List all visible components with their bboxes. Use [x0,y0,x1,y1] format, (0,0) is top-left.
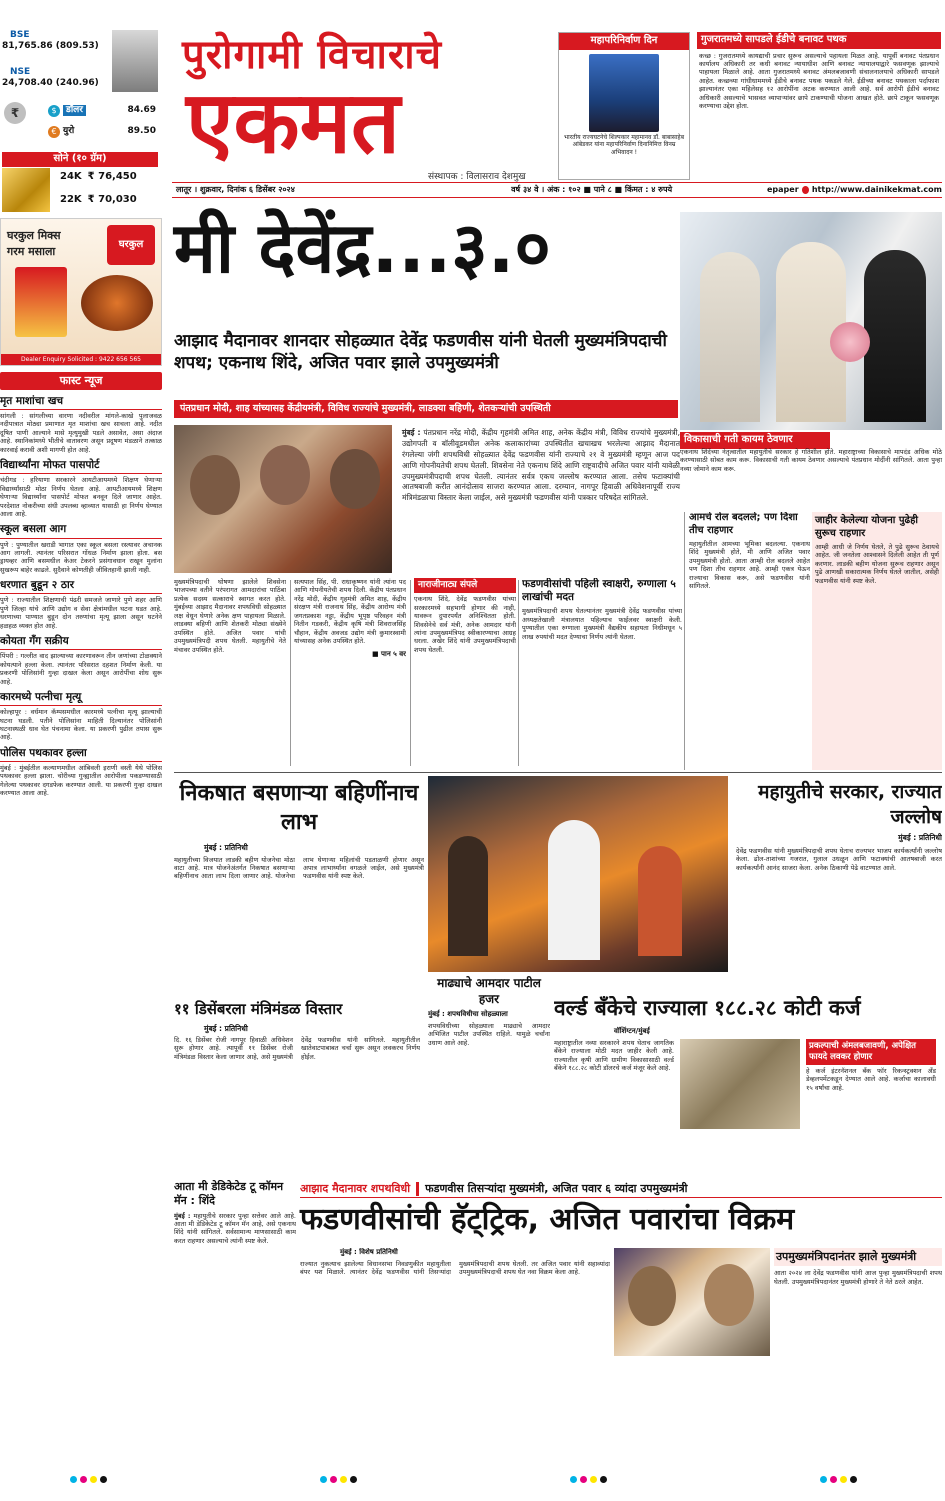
gold-22-label: 22K [60,194,82,205]
mahayuti-dateline: मुंबई : प्रतिनिधी [898,833,942,843]
globe-icon [802,186,809,194]
fast-news-item [0,579,162,630]
ad-pack-image [15,267,67,337]
gold-icon [2,168,50,212]
aamdar-story [428,976,550,1172]
col-1-text: मुख्यमंत्रिपदाची घोषणा झालेले शिवसेना भाजपच्या वतीने परंपरागत आमदारांचा पाठिंबा प्रत्येक सदस्य सत्काराचे स्वागत करत होते. मुंबईच्या आझाद मैदानावर शपथविधी सोहळ्यात लक्ष वेधून घेणारे अनेक क्षण पाहायला मिळाले. लाडक्या बहिणी आणि शेतकरी मोठ्या संख्येने उपस्थित होते. अजित पवार यांची उपमुख्यमंत्रिपदी शपथ घेतली. महायुतीचे नेते मंचावर उपस्थित होते. [174,578,286,654]
col-2-ref: ■ पान ५ वर [372,649,406,658]
vistar-story [174,1000,420,1170]
tocommon-dateline: मुंबई : [174,1211,191,1220]
fast-news-item-body: पुणे : पुण्यातील खराडी भागात एका स्कूल बसला रस्त्यावर अचानक आग लागली. त्यानंतर परिसरात गोंधळ निर्माण झाला होता. बस ड्रायव्हर आणि बसमधील केअर टेकरने प्रसंगावधान राखून मुलांना सुखरूप बाहेर काढले. सुदैवाने कोणतीही जीवितहानी झाली नाही. [0,540,162,574]
fast-news-item-head: कोयता गँग सक्रीय [0,635,162,650]
hattrick-headline: फडणवीसांची हॅट्ट्रिक, अजित पवारांचा विक्रम [300,1202,795,1237]
fast-news-item-head: कारमध्ये पत्नीचा मृत्यू [0,691,162,706]
bse-value: 81,765.86 (809.53) [2,41,99,52]
rupee-icon: ₹ [4,102,26,124]
hattrick-side [774,1248,942,1460]
oath-strip [300,1180,942,1198]
issue-info: वर्ष ३४ वे । अंक : १०२ ■ पाने ८ ■ किंमत : ४ रुपये [511,185,673,194]
aamdar-dateline: मुंबई : शपथविधीचा सोहळ्याला [428,1010,508,1019]
gujarat-body: कच्छ : गुजरातमध्ये कायद्याची प्रचार सुरूच असल्याचे पहायला मिळत आहे. यापूर्वी बनावट पंतप्रधान कार्यालय अधिकारी तर कधी बनावट न्यायाधीश आणि बनावट न्यायालयाद्वारे फसवणूक झाल्याचे पाहायला मिळाले आहे. आता गुजरातमध्ये बनावट अंमलबजावणी संचालनालयाचे अधिकारी सापडले आहेत. कच्छच्या गांधीधाममध्ये ईडीचे बनावट पथक पकडले गेले. ईडीच्या बनावट पथकाला पर्दाफाश झाल्यानंतर एका महिलेसह १२ आरोपींना अटक करण्यात आली आहे. सर्व आरोपी ईडीचे बनावट अधिकारी असल्याचे भासवत व्यापाऱ्यांवर छापे टाकण्याची योजना आखत होते. छापे टाकून फसवणूक करण्याचा उद्देश होता. [699,51,939,111]
leader-face-1 [190,455,240,515]
role-box [684,512,810,770]
masthead-tagline: पुरोगामी विचाराचे [182,32,443,78]
tocommon-headline: आता मी डेडिकेटेड टू कॉमन मॅन : शिंदे [174,1180,284,1208]
ad-brand-logo: घरकुल [107,225,155,265]
worldbank-body: महाराष्ट्रातील नव्या सरकारने शपथ घेताच जागतिक बँकेने राज्याला मोठी मदत जाहीर केली आहे. राज्यातील कृषी आणि ग्रामीण विकासासाठी वर्ल्ड बँकेने १८८.२८ कोटी डॉलरचे कर्ज मंजूर केले आहे. [554,1038,674,1073]
print-marks [0,1476,945,1490]
bull-icon [112,30,158,92]
masala-ad [0,218,162,366]
fast-news-title: फास्ट न्यूज [0,372,162,390]
fast-news [0,372,162,1462]
fast-news-item-body: सांगली : सांगलीच्या वारणा नदीवरील मांगले-काखे पुलाजवळ नदीपात्रात मोठ्या प्रमाणात मृत माशांचा खच साचला आहे. नदीत दूषित पाणी आल्याने मासे मृत्युमुखी पडले असावेत, असा अंदाज आहे. स्थानिकांमध्ये भीतीचे वातावरण असून प्रदूषण मंडळाने तत्काळ कारवाई करावी अशी मागणी होत आहे. [0,411,162,454]
lead-headline: मी देवेंद्र...३.० [174,207,551,289]
yojana-head: जाहीर केलेल्या योजना पुढेही सुरूच राहणार [815,515,919,539]
aamdar-headline: माढ्याचे आमदार पाटील हजर [437,976,541,1006]
currency-photo [680,1039,800,1129]
worldbank-side [806,1039,936,1129]
fadnavis-face [628,1266,676,1326]
crowd-figure-1 [448,836,488,956]
ad-dealer: Dealer Enquiry Solicited : 9422 656 565 [1,354,161,366]
strip-right: फडणवीस तिसऱ्यांदा मुख्यमंत्री, अजित पवार ६ व्यांदा उपमुख्यमंत्री [425,1181,688,1195]
fast-news-item-head: मृत माशांचा खच [0,395,162,410]
fast-news-item [0,523,162,574]
lead-body [402,428,680,504]
fast-news-item [0,691,162,742]
hattrick-dateline: मुंबई : विशेष प्रतिनिधी [340,1248,398,1256]
fast-news-item-head: स्कूल बसला आग [0,523,162,538]
worldbank-side-head: प्रकल्पाची अंमलबजावणी, अपेक्षित फायदे लवकर होणार [806,1039,936,1065]
masthead [172,30,552,200]
dollar-value: 84.69 [127,104,156,115]
dollar-icon: $ [48,105,60,117]
fadnavis-pawar-photo [614,1248,770,1356]
leader-face-3 [330,449,380,509]
vistar-body: दि. १६ डिसेंबर रोजी नागपूर हिवाळी अधिवेशन सुरू होणार आहे. त्यापूर्वी ११ डिसेंबर रोजी मंत्रिमंडळ विस्तार केला जाणार आहे, असे मुख्यमंत्री देवेंद्र फडणवीस यांनी सांगितले. महायुतीतील खातेवाटपाबाबत चर्चा सुरू असून लवकरच निर्णय होईल. [174,1035,420,1061]
crowd-figure-3 [638,846,682,956]
pawar-face [704,1264,754,1326]
ad-line2: गरम मसाला [7,245,56,258]
gujarat-box [697,32,941,182]
lead-subhead: आझाद मैदानावर शानदार सोहळ्यात देवेंद्र फडणवीस यांनी घेतली मुख्यमंत्रिपदाची शपथ; एकनाथ शिंदे, अजित पवार झाले उपमुख्यमंत्री [174,331,667,374]
fast-news-item [0,747,162,798]
yojana-box [812,512,942,770]
bouquet [830,322,870,362]
euro-value: 89.50 [127,125,156,136]
col-1 [174,578,286,768]
hattrick-side-head: उपमुख्यमंत्रिपदानंतर झाले मुख्यमंत्री [774,1248,942,1266]
strip-divider [416,1182,419,1196]
fast-news-item [0,395,162,454]
fast-news-list [0,395,162,798]
ambedkar-caption: भारतीय राज्यघटनेचे शिल्पकार महामानव डॉ. बाबासाहेब आंबेडकर यांना महापरिनिर्वाण दिनानिमित्त विनम्र अभिवादन ! [563,133,685,156]
fast-news-item-body: कोल्हापूर : वर्धमान कॅम्पसमधील कारमध्ये पत्नीचा मृत्यू झाल्याची घटना घडली. पतीने पोलिसांना माहिती दिल्यानंतर पोलिसांनी घटनास्थळी धाव घेत पंचनामा केला. या प्रकरणी पुढील तपास सुरू आहे. [0,708,162,742]
gold-24-label: 24K [60,171,82,182]
nikashat-dateline: मुंबई : प्रतिनिधी [204,843,248,853]
hattrick-story [300,1248,610,1460]
mahayuti-story [736,780,942,970]
role-head: आमचे रोल बदलले; पण दिशा तीच राहणार [689,512,798,536]
hattrick-side-text: आता २०२४ ला देवेंद्र फडणवीस यांनी आज पुन्हा मुख्यमंत्रिपदाची शपथ घेतली. उपमुख्यमंत्रिपदानंतर मुख्यमंत्री होणारे ते नेते ठरले आहेत. [774,1269,942,1286]
fast-news-item-body: पुणे : राज्यातील शिक्षणाची पंढरी समजले जाणारे पुणे शहर आणि पुणे जिल्हा यांचे आणि उद्योग व सेवा क्षेत्रांमधील घटना घडत आहे. धरणाच्या पाण्यात बुडून दोन तरुणांचा मृत्यू झाला असून घटनेने हळहळ व्यक्त होत आहे. [0,596,162,630]
lead-dateline: मुंबई : [402,428,421,437]
worldbank-headline: वर्ल्ड बँकेचे राज्याला १८८.२८ कोटी कर्ज [554,996,861,1020]
modi-photo [680,212,942,430]
masthead-title: एकमत [186,73,401,173]
gujarat-headline: गुजरातमध्ये सापडले ईडीचे बनावट पथक [697,32,941,49]
dollar-label: डॉलर [63,105,86,116]
date-bar [172,182,942,198]
vistar-headline: ११ डिसेंबरला मंत्रिमंडळ विस्तार [174,1000,343,1018]
mahayuti-body: देवेंद्र फडणवीस यांनी मुख्यमंत्रिपदाची शपथ घेताच राज्यभर भाजप कार्यकर्त्यांनी जल्लोष केला. ढोल-ताशांच्या गजरात, गुलाल उधळून आणि फटाक्यांची आतषबाजी करत कार्यकर्त्यांनी आनंद साजरा केला. अनेक ठिकाणी पेढे वाटण्यात आले. [736,846,942,872]
hattrick-body: राज्यात नुकत्याच झालेल्या विधानसभा निवडणुकीत महायुतीला बंपर यश मिळाले. त्यानंतर देवेंद्र फडणवीस यांनी तिसऱ्यांदा मुख्यमंत्रिपदाची शपथ घेतली. तर अजित पवार यांनी सहाव्यांदा उपमुख्यमंत्रिपदाची शपथ घेत नवा विक्रम केला आहे. [300,1259,610,1277]
aamdar-body: शपथविधीच्या सोहळ्याला माढ्याचे आमदार अभिजित पाटील उपस्थित राहिले. यामुळे चर्चांना उधाण आले आहे. [428,1021,550,1047]
fast-news-item-body: चंदीगड : हरियाणा सरकारने आयटीआयमध्ये शिक्षण घेणाऱ्या विद्यार्थ्यांसाठी मोठा निर्णय घेतला आहे. आयटीआयमध्ये शिक्षण घेणाऱ्या विद्यार्थ्यांना पासपोर्ट मोफत बनवून दिले जाणार आहेत. परदेशात नोकरीच्या संधी उपलब्ध व्हाव्यात यासाठी हा निर्णय घेण्यात आला आहे. [0,476,162,518]
col-2 [294,578,406,768]
euro-label: युरो [63,125,75,136]
role-text: महायुतीतील आमच्या भूमिका बदलल्या. एकनाथ शिंदे मुख्यमंत्री होते, मी आणि अजित पवार उपमुख्यमंत्री होतो. आता आम्ही रोल बदलले आहेत पण दिशा तीच राहणार आहे. आम्ही एकत्र येऊन राज्याचा विकास करू, असे फडणवीस यांनी सांगितले. [689,540,810,591]
celebration-photo [428,776,728,972]
worldbank-story [554,996,942,1174]
gold-22-row [60,194,158,207]
dateline: लातूर । शुक्रवार, दिनांक ६ डिसेंबर २०२४ [176,185,295,194]
narajee-head: नाराजीनाट्य संपले [414,578,516,593]
ambedkar-portrait [589,54,659,132]
masthead-founder: संस्थापक : विलासराव देशमुख [428,172,526,182]
epaper-url[interactable]: http://www.dainikekmat.com [811,185,942,194]
col-2-text: सत्यपाल सिंह, पी. राधाकृष्णन यांनी त्यांना पद आणि गोपनीयतेची शपथ दिली. केंद्रीय पंतप्रधान नरेंद्र मोदी, केंद्रीय गृहमंत्री अमित शाह, केंद्रीय संरक्षण मंत्री राजनाथ सिंह, केंद्रीय आरोग्य मंत्री जगतप्रकाश नड्डा, केंद्रीय भूपृष्ठ परिवहन मंत्री नितीन गडकरी, केंद्रीय कृषि मंत्री शिवराजसिंह चौहान, केंद्रीय अवजड उद्योग मंत्री कुमारस्वामी यांच्यासह अनेक उपस्थित होते. [294,578,406,646]
fast-news-item-head: पोलिस पथकावर हल्ला [0,747,162,762]
fast-news-item-body: मुंबई : मुंबईतील कल्याणमधील आंबिवली इराणी वस्ती येथे पोलिस पथकावर हल्ला झाला. चोरीच्या गुन्ह्यातील आरोपीला पकडण्यासाठी गेलेल्या पथकावर दगडफेक करण्यात आली. या प्रकरणी गुन्हा दाखल करण्यात आला आहे. [0,764,162,798]
ambedkar-title: महापरिनिर्वाण दिन [559,33,689,50]
fast-news-item-head: विद्यार्थ्यांना मोफत पासपोर्ट [0,459,162,474]
fast-news-item-body: पिंपरी : गल्लीत वाद झाल्याच्या कारणावरून तीन जणांच्या टोळक्याने कोयत्याने हल्ला केला. त्यानंतर परिसरात दहशत निर्माण केली. या प्रकरणी पोलिसांनी गुन्हा दाखल केला असून आरोपींचा शोध सुरू आहे. [0,652,162,686]
tocommon-body [174,1212,296,1246]
narajee-box [414,578,516,768]
gold-24-row [60,171,158,184]
worldbank-side-text: हे कर्ज इंटरनॅशनल बँक फॉर रिकन्स्ट्रक्शन अँड डेव्हलपमेंटकडून देण्यात आले आहे. कर्जाचा कालावधी १५ वर्षांचा आहे. [806,1067,936,1092]
leader-face-2 [260,445,310,505]
gold-title: सोने (१० ग्रॅम) [2,152,158,167]
strip-left: आझाद मैदानावर शपथविधी [300,1181,411,1195]
mahayuti-headline: महायुतीचे सरकार, राज्यात जल्लोष [758,781,942,828]
rugna-head: फडणवीसांची पहिली स्वाक्षरी, रुग्णाला ५ लाखांची मदत [522,578,676,604]
gold-24-value: ₹ 76,450 [87,171,137,182]
rugna-box [522,578,682,768]
leaders-photo [174,425,392,573]
worldbank-dateline: वॉशिंग्टन/मुंबई [614,1027,650,1036]
euro-row [48,125,156,138]
tocommon-story [174,1180,296,1460]
ad-line1: घरकुल मिक्स [7,229,61,242]
nikashat-headline: निकषात बसणाऱ्या बहिणींनाच लाभ [179,781,419,835]
modi-caption: विकासाची गती कायम ठेवणार [680,432,830,449]
markets-box [0,30,160,212]
bse-label: BSE [10,30,30,40]
euro-icon: € [48,126,60,138]
nikashat-body: महायुतीच्या विजयात लाडकी बहीण योजनेचा मोठा वाटा आहे. मात्र योजनेअंतर्गत निकषात बसणाऱ्या बहिणींनाच आता लाभ दिला जाणार आहे. योजनेचा लाभ घेणाऱ्या महिलांची पडताळणी होणार असून अपात्र लाभार्थ्यांना वगळले जाईल, असे मुख्यमंत्री फडणवीस यांनी स्पष्ट केले. [174,855,424,881]
modi-caption-body: एकनाथ शिंदेंच्या नेतृत्वातील महायुतीचे सरकार हे गतिशील होते. महाराष्ट्राच्या विकासाचे मापदंड अधिक मोठे करण्यासाठी सोबत काम करू. विकासाची गती कायम ठेवणार असल्याचे पंतप्रधान मोदींनी सांगितले. आता पुन्हा नव्या जोमाने काम करू. [680,448,942,473]
vistar-dateline: मुंबई : प्रतिनिधी [204,1023,248,1033]
fast-news-item [0,635,162,686]
person-1 [700,252,760,422]
narajee-text: एकनाथ शिंदे, देवेंद्र फडणवीस यांच्या सरकारमध्ये सहभागी होणार की नाही, यावरून दुपारपर्यंत अनिश्चितता होती. शिवसेनेचे सर्व मंत्री, अनेक आमदार यांनी त्यांना उपमुख्यमंत्रिपद स्वीकारण्याचा आग्रह धरला. अखेर शिंदे यांनी उपमुख्यमंत्रिपदाची शपथ घेतली. [414,595,516,654]
nse-value: 24,708.40 (240.96) [2,78,99,89]
tocommon-text: महायुतीचे सरकार पुन्हा सत्तेवर आले आहे. आता मी डेडिकेटेड टू कॉमन मॅन आहे, असे एकनाथ शिंदे यांनी सांगितले. सर्वसामान्य माणसासाठी काम करत राहणार असल्याचे त्यांनी स्पष्ट केले. [174,1211,296,1245]
nse-label: NSE [10,67,31,77]
lead-strap: पंतप्रधान मोदी, शाह यांच्यासह केंद्रीयमंत्री, विविध राज्यांचे मुख्यमंत्री, लाडक्या बहिणी, शेतकऱ्यांची उपस्थिती [174,400,678,418]
crowd-figure-2 [548,820,600,960]
lead-body-text: पंतप्रधान नरेंद्र मोदी, केंद्रीय गृहमंत्री अमित शाह, अनेक केंद्रीय मंत्री, विविध राज्यांचे मुख्यमंत्री, उद्योगपती व बॉलीवूडमधील अनेक कलाकारांच्या उपस्थितीत खचाखच भरलेल्या आझाद मैदानात रंगलेल्या जंगी शपथविधी सोहळ्यात देवेंद्र फडणवीस यांनी राज्याचे २१ वे मुख्यमंत्री म्हणून आज पद आणि गोपनीयतेची शपथ घेतली. शिवसेना नेते एकनाथ शिंदे आणि राष्ट्रवादीचे अजित पवार यांनी यावेळी उपमुख्यमंत्रीपदाची शपथ घेतली. त्यानंतर सर्वत्र एकच जल्लोष करण्यात आला. तसेच फटाक्यांची आतषबाजी करीत आनंदोत्सव साजरा करण्यात आला. दरम्यान, नागपूर हिवाळी अधिवेशनापूर्वी राज्य मंत्रिमंडळाचा विस्तार केला जाईल, असे मुख्यमंत्री फडणवीस यांनी पत्रकार परिषदेत सांगितले. [402,428,680,503]
gold-22-value: ₹ 70,030 [87,194,137,205]
yojana-text: आम्ही आधी जे निर्णय घेतले, ते पुढे सुरूच ठेवायचे आहेत. जी जनतेला आश्वासने दिलेली आहेत ती पूर्ण करणार. लाडकी बहीण योजना सुरूच राहणार असून पुढे आणखी सकारात्मक निर्णय घेतले जातील, असेही फडणवीस यांनी स्पष्ट केले. [815,543,939,585]
rugna-text: मुख्यमंत्रिपदाची शपथ घेतल्यानंतर मुख्यमंत्री देवेंद्र फडणवीस यांच्या अध्यक्षतेखाली मंत्रालयात पहिल्याच फाईलवर स्वाक्षरी केली. पुण्यातील एका रुग्णाला मुख्यमंत्री वैद्यकीय सहायता निधीमधून ५ लाख रुपयांची मदत देण्याचा निर्णय त्यांनी घेतला. [522,607,682,641]
fast-news-item [0,459,162,518]
epaper-label: epaper [766,185,799,194]
ad-dish-image [81,275,153,331]
lead-body-wrap [402,428,680,573]
nse-row [2,67,112,90]
bse-row [2,30,112,53]
person-3 [864,250,926,422]
dollar-row [48,104,156,117]
ambedkar-box [558,32,690,180]
fast-news-item-head: धरणात बुडून २ ठार [0,579,162,594]
nikashat-story [174,780,424,1000]
